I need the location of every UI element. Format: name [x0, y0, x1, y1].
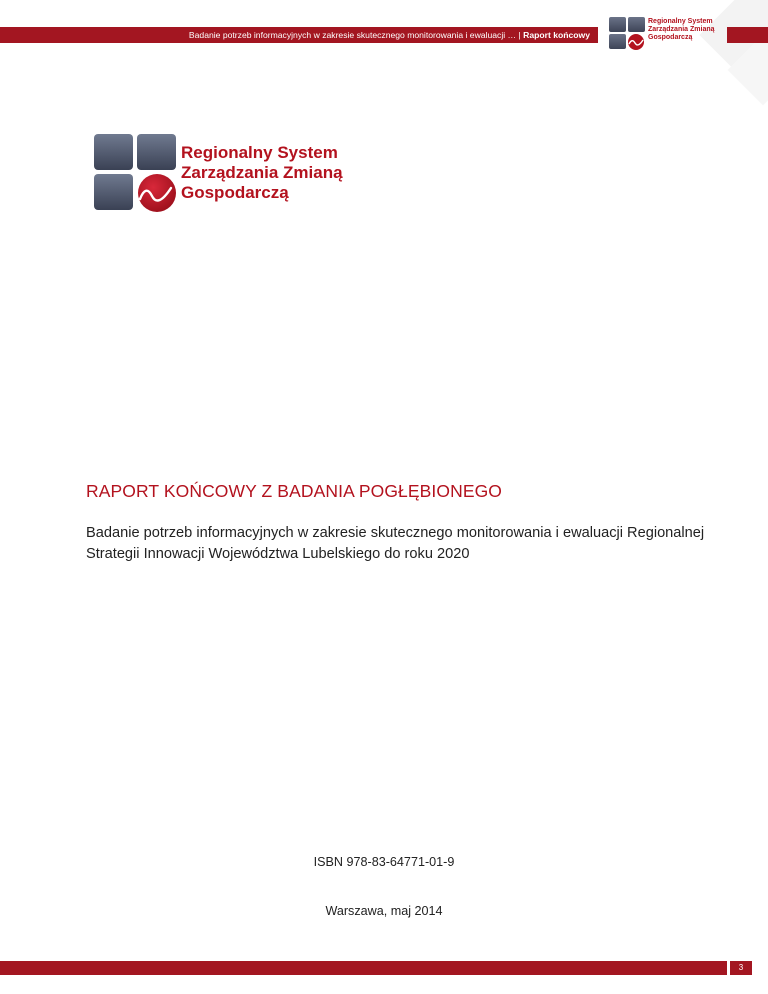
header-band: [0, 27, 598, 43]
report-title: RAPORT KOŃCOWY Z BADANIA POGŁĘBIONEGO: [86, 481, 503, 501]
page-number: 3: [730, 961, 752, 975]
running-title: Badanie potrzeb informacyjnych w zakresie skutecznego monitorowania i ewaluacji … |: [188, 30, 521, 40]
place-date: Warszawa, maj 2014: [325, 904, 443, 918]
header-band-right: [727, 27, 768, 43]
logo-small-text: Regionalny System Zarządzania Zmianą Gospodarczą: [648, 18, 715, 41]
isbn: ISBN 978-83-64771-01-9: [313, 855, 455, 869]
report-subtitle: Badanie potrzeb informacyjnych w zakresie skutecznego monitorowania i ewaluacji Regionalnej Strategii Innowacji Województwa Lubelskiego do roku 2020: [86, 525, 705, 562]
logo-text: Regionalny System Zarządzania Zmianą Gospodarczą: [181, 143, 343, 202]
running-header: [189, 28, 590, 42]
logo-icon: [94, 134, 180, 212]
logo-small-icon: [609, 17, 647, 51]
footer-band: [0, 961, 727, 975]
running-section: Raport końcowy: [523, 30, 590, 40]
